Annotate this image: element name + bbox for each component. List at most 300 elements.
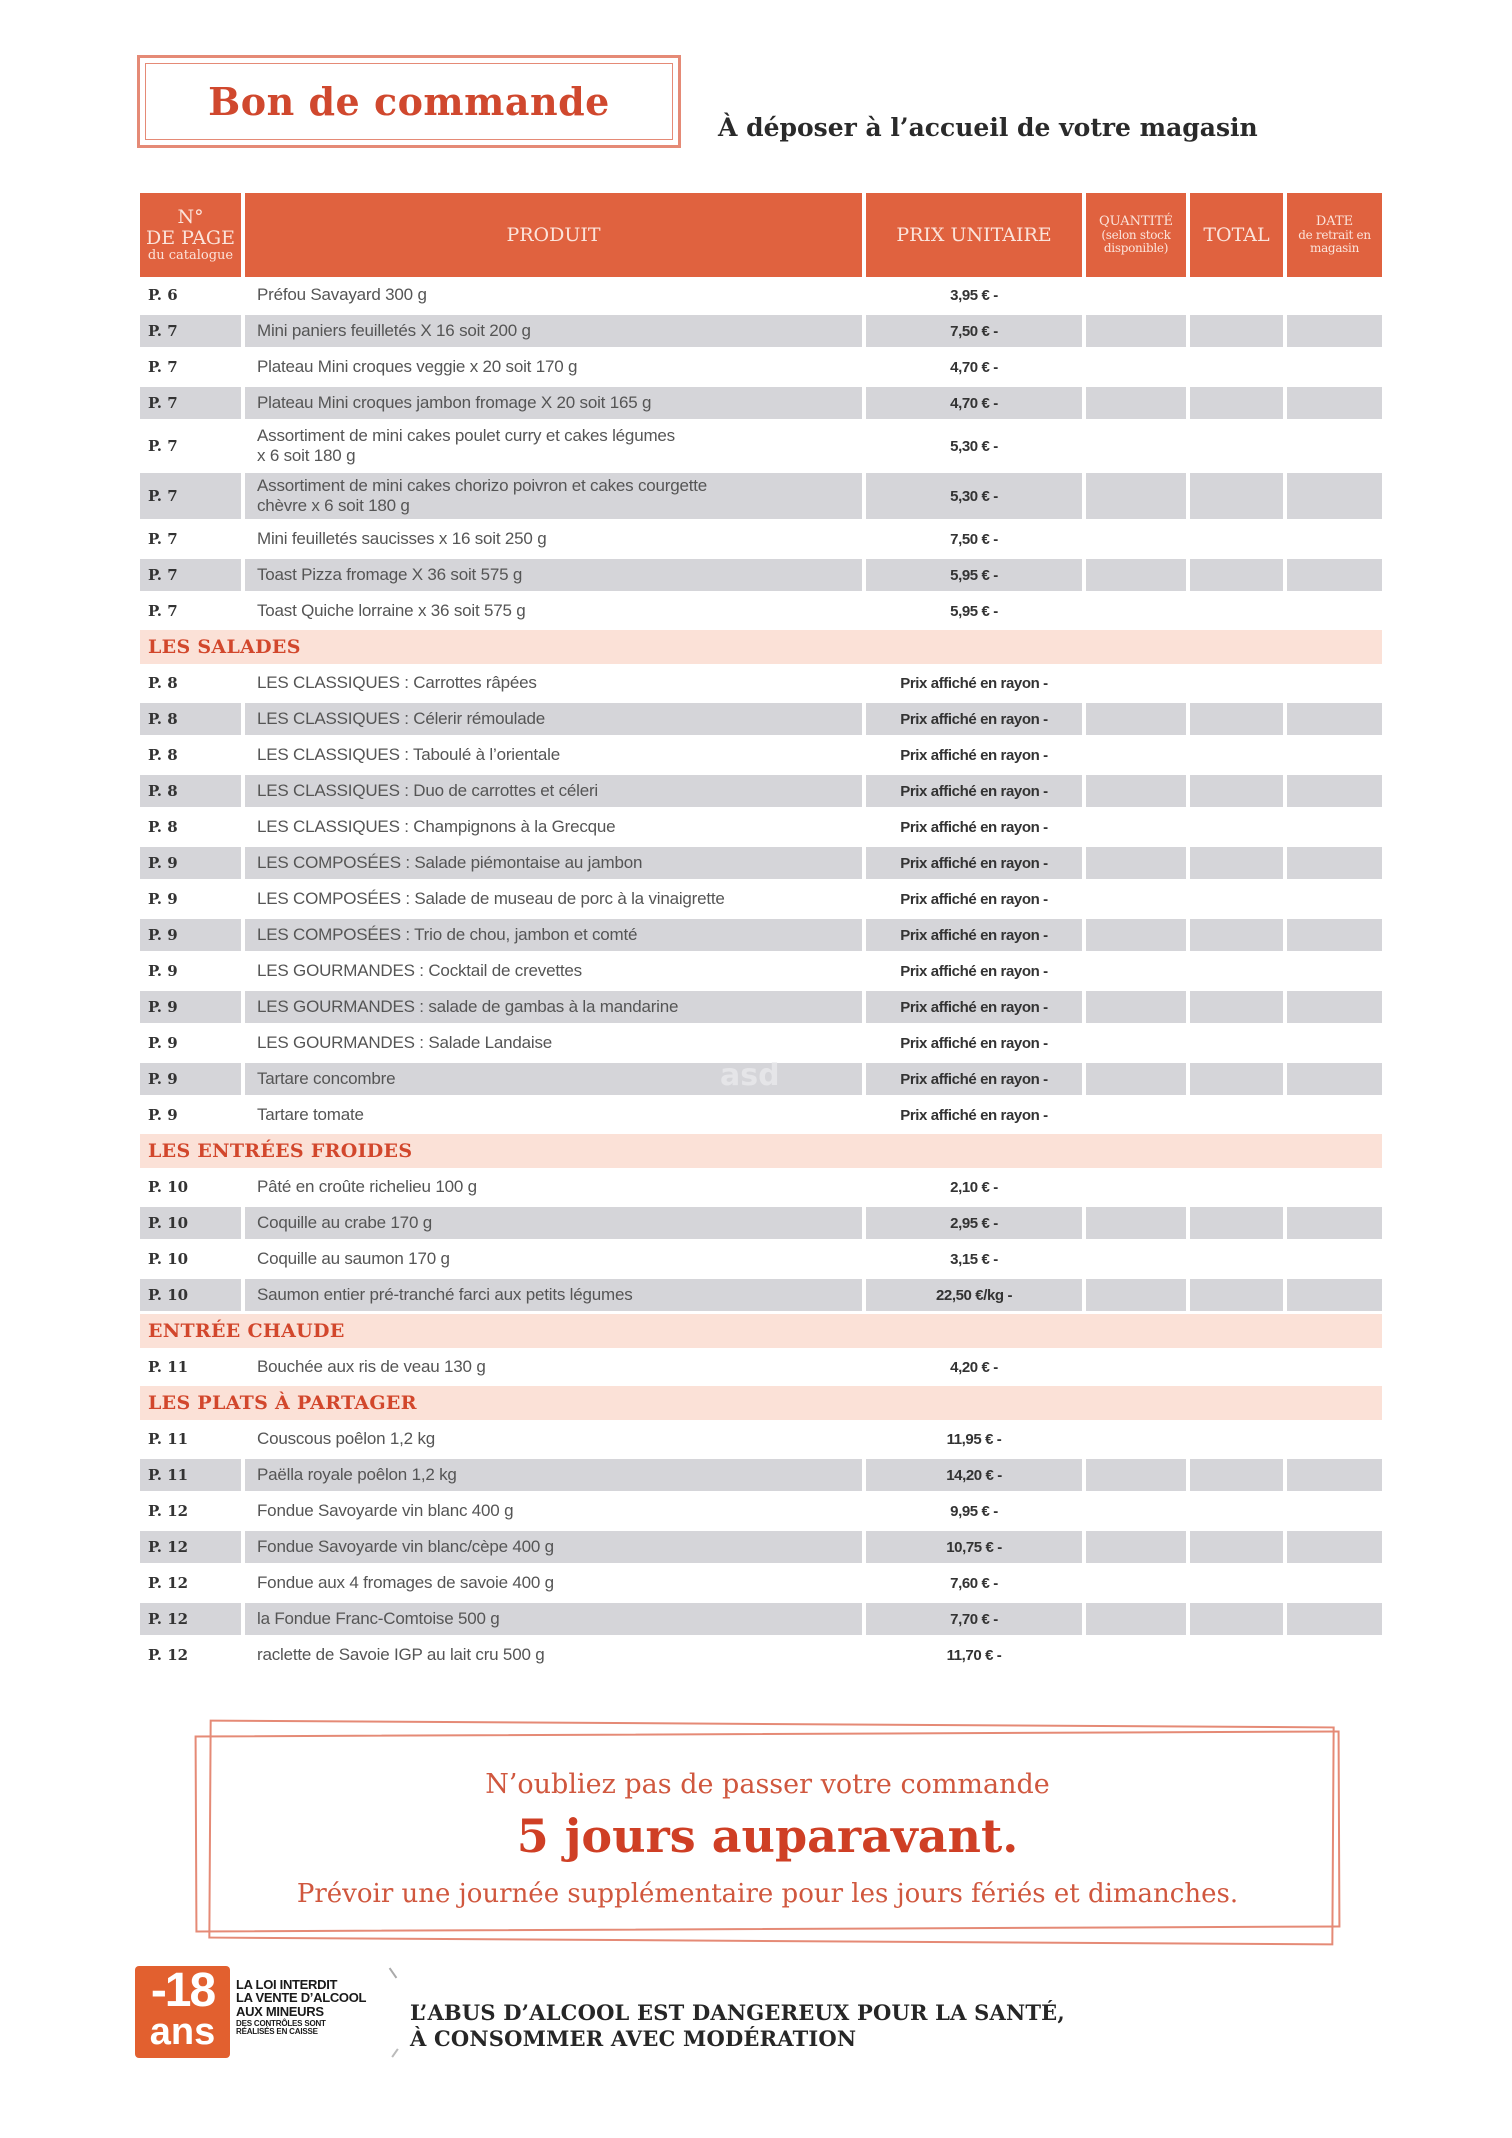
table-row	[140, 1493, 1382, 1529]
quantity-field[interactable]	[1086, 1243, 1186, 1275]
page-number: P. 9	[140, 991, 241, 1023]
table-row	[140, 1277, 1382, 1313]
total-field[interactable]	[1190, 279, 1283, 311]
product-name-line1: LES CLASSIQUES : Taboulé à l’orientale	[257, 745, 560, 765]
product-name-line1: Assortiment de mini cakes poulet curry et cakes légumes	[257, 426, 675, 446]
table-row	[140, 1097, 1382, 1133]
product-name-line1: Bouchée aux ris de veau 130 g	[257, 1357, 486, 1377]
product-name	[245, 1567, 862, 1599]
page-subtitle: À déposer à l’accueil de votre magasin	[718, 113, 1258, 142]
reminder-callout	[195, 1723, 1340, 1942]
pickup-date-field[interactable]	[1287, 1279, 1382, 1311]
product-name	[245, 1351, 862, 1383]
pickup-date-field[interactable]	[1287, 1423, 1382, 1455]
unit-price: Prix affiché en rayon -	[900, 1034, 1048, 1052]
pickup-date-field[interactable]	[1287, 955, 1382, 987]
product-name-line1: Pâté en croûte richelieu 100 g	[257, 1177, 477, 1197]
page-number: P. 12	[148, 1574, 189, 1592]
page-number: P. 7	[140, 387, 241, 419]
product-name-line1: Toast Quiche lorraine x 36 soit 575 g	[257, 601, 526, 621]
pickup-date-field[interactable]	[1287, 423, 1382, 469]
total-field[interactable]	[1190, 1243, 1283, 1275]
quantity-field[interactable]	[1086, 955, 1186, 987]
table-row	[140, 881, 1382, 917]
product-name	[245, 1279, 862, 1311]
pickup-date-field[interactable]	[1287, 775, 1382, 807]
quantity-field[interactable]	[1086, 1639, 1186, 1671]
callout-line3: Prévoir une journée supplémentaire pour les jours fériés et dimanches.	[296, 1879, 1239, 1909]
pickup-date-field[interactable]	[1287, 1099, 1382, 1131]
product-name	[245, 523, 862, 555]
page-number: P. 10	[140, 1279, 241, 1311]
page-number: P. 7	[140, 559, 241, 591]
quantity-field[interactable]	[1086, 351, 1186, 383]
quantity-field[interactable]	[1086, 1279, 1186, 1311]
unit-price: 11,70 € -	[946, 1646, 1002, 1664]
order-table	[140, 193, 1382, 1673]
product-name-line1: LES COMPOSÉES : Salade de museau de porc à la vinaigrette	[257, 889, 725, 909]
unit-price: 5,30 € -	[866, 473, 1082, 519]
unit-price: 7,70 € -	[866, 1603, 1082, 1635]
quantity-field[interactable]	[1086, 1423, 1186, 1455]
product-name-line1: LES CLASSIQUES : Carrottes râpées	[257, 673, 537, 693]
product-name	[245, 1495, 862, 1527]
pickup-date-field[interactable]	[1287, 667, 1382, 699]
total-field[interactable]	[1190, 1603, 1283, 1635]
page-number: P. 7	[140, 315, 241, 347]
product-name-line1: raclette de Savoie IGP au lait cru 500 g	[257, 1645, 545, 1665]
quantity-field[interactable]	[1086, 1063, 1186, 1095]
product-name-line1: LES CLASSIQUES : Duo de carrottes et céleri	[257, 781, 598, 801]
page-number: P. 9	[148, 1106, 178, 1124]
table-row	[140, 809, 1382, 845]
page-number: P. 10	[148, 1250, 189, 1268]
unit-price: 5,95 € -	[950, 602, 998, 620]
total-field[interactable]	[1190, 1099, 1283, 1131]
total-field[interactable]	[1190, 811, 1283, 843]
product-name-line1: LES CLASSIQUES : Champignons à la Grecque	[257, 817, 616, 837]
section-title: LES SALADES	[140, 630, 1382, 664]
product-name-line1: Mini feuilletés saucisses x 16 soit 250 g	[257, 529, 547, 549]
unit-price: 4,70 € -	[866, 387, 1082, 419]
table-row	[140, 593, 1382, 629]
table-row	[140, 1565, 1382, 1601]
pickup-date-field[interactable]	[1287, 1351, 1382, 1383]
product-name	[245, 811, 862, 843]
product-name-line1: Saumon entier pré-tranché farci aux petits légumes	[257, 1285, 633, 1305]
column-header-page-line2: DE PAGE	[146, 226, 235, 249]
pickup-date-field[interactable]	[1287, 1171, 1382, 1203]
title-box	[137, 55, 681, 148]
product-name-line2: x 6 soit 180 g	[257, 446, 356, 465]
column-header-date	[1287, 193, 1382, 277]
product-name	[245, 473, 862, 519]
page-number: P. 8	[148, 674, 178, 692]
unit-price: 5,30 € -	[950, 437, 998, 455]
product-name-line1: Mini paniers feuilletés X 16 soit 200 g	[257, 321, 531, 341]
age-logo-unit: ans	[149, 2011, 216, 2053]
product-name-line1: Fondue Savoyarde vin blanc/cèpe 400 g	[257, 1537, 554, 1557]
page-number: P. 9	[140, 847, 241, 879]
table-row	[140, 917, 1382, 953]
pickup-date-field[interactable]	[1287, 1243, 1382, 1275]
product-name	[245, 883, 862, 915]
law-line: LA LOI INTERDIT	[236, 1977, 338, 1992]
law-line: AUX MINEURS	[236, 2003, 324, 2019]
page-number: P. 12	[140, 1603, 241, 1635]
unit-price: 10,75 € -	[866, 1531, 1082, 1563]
callout-line1: N’oubliez pas de passer votre commande	[485, 1769, 1050, 1800]
quantity-field[interactable]	[1086, 811, 1186, 843]
decorative-mark	[389, 1968, 398, 1979]
total-field[interactable]	[1190, 1027, 1283, 1059]
pickup-date-field[interactable]	[1287, 703, 1382, 735]
product-name	[245, 595, 862, 627]
product-name	[245, 775, 862, 807]
pickup-date-field[interactable]	[1287, 473, 1382, 519]
total-field[interactable]	[1190, 523, 1283, 555]
product-name	[245, 955, 862, 987]
total-field[interactable]	[1190, 883, 1283, 915]
page-number: P. 8	[148, 746, 178, 764]
column-header-page-line1: N°	[177, 205, 204, 228]
total-field[interactable]	[1190, 559, 1283, 591]
quantity-field[interactable]	[1086, 991, 1186, 1023]
unit-price: Prix affiché en rayon -	[866, 991, 1082, 1023]
quantity-field[interactable]	[1086, 1207, 1186, 1239]
quantity-field[interactable]	[1086, 1459, 1186, 1491]
product-name-line1: Plateau Mini croques jambon fromage X 20 soit 165 g	[257, 393, 652, 413]
pickup-date-field[interactable]	[1287, 1207, 1382, 1239]
quantity-field[interactable]	[1086, 883, 1186, 915]
total-field[interactable]	[1190, 1351, 1283, 1383]
quantity-field[interactable]	[1086, 595, 1186, 627]
section-header	[140, 1133, 1382, 1169]
product-name	[245, 1099, 862, 1131]
table-row	[140, 1349, 1382, 1385]
total-field[interactable]	[1190, 775, 1283, 807]
page-number: P. 8	[140, 775, 241, 807]
product-name	[245, 919, 862, 951]
product-name-line1: LES GOURMANDES : Salade Landaise	[257, 1033, 553, 1053]
column-header-date-line1: DATE	[1315, 213, 1354, 229]
column-header-total	[1190, 193, 1283, 277]
product-name	[245, 387, 862, 419]
column-header-quantity-line3: disponible)	[1103, 241, 1169, 256]
column-header-page	[140, 193, 241, 277]
law-line: LA VENTE D’ALCOOL	[236, 1990, 367, 2006]
page-number: P. 6	[148, 286, 178, 304]
column-header-quantity-line1: QUANTITÉ	[1099, 213, 1173, 229]
product-name	[245, 1459, 862, 1491]
total-field[interactable]	[1190, 1279, 1283, 1311]
column-header-date-line3: magasin	[1310, 241, 1359, 256]
table-row	[140, 989, 1382, 1025]
product-name-line1: Préfou Savayard 300 g	[257, 285, 427, 305]
pickup-date-field[interactable]	[1287, 279, 1382, 311]
section-header	[140, 1385, 1382, 1421]
product-name	[245, 847, 862, 879]
total-field[interactable]	[1190, 387, 1283, 419]
page-number: P. 8	[148, 818, 178, 836]
pickup-date-field[interactable]	[1287, 387, 1382, 419]
product-name	[245, 351, 862, 383]
unit-price: 7,60 € -	[950, 1574, 998, 1592]
pickup-date-field[interactable]	[1287, 1531, 1382, 1563]
unit-price: 2,95 € -	[866, 1207, 1082, 1239]
column-header-price	[866, 193, 1082, 277]
quantity-field[interactable]	[1086, 523, 1186, 555]
pickup-date-field[interactable]	[1287, 739, 1382, 771]
table-row	[140, 737, 1382, 773]
quantity-field[interactable]	[1086, 473, 1186, 519]
product-name-line1: Toast Pizza fromage X 36 soit 575 g	[257, 565, 523, 585]
unit-price: 2,10 € -	[950, 1178, 998, 1196]
total-field[interactable]	[1190, 473, 1283, 519]
total-field[interactable]	[1190, 1531, 1283, 1563]
total-field[interactable]	[1190, 315, 1283, 347]
column-header-page-line3: du catalogue	[147, 247, 234, 263]
table-row	[140, 773, 1382, 809]
quantity-field[interactable]	[1086, 739, 1186, 771]
decorative-mark	[391, 2048, 398, 2057]
page-number: P. 11	[140, 1459, 241, 1491]
section-header	[140, 629, 1382, 665]
product-name	[245, 1207, 862, 1239]
total-field[interactable]	[1190, 1171, 1283, 1203]
pickup-date-field[interactable]	[1287, 1459, 1382, 1491]
page-number: P. 7	[140, 473, 241, 519]
column-header-product	[245, 193, 862, 277]
product-name	[245, 1603, 862, 1635]
product-name-line2: chèvre x 6 soit 180 g	[257, 496, 410, 515]
age-logo-number: -18	[150, 1964, 215, 2017]
unit-price: 14,20 € -	[866, 1459, 1082, 1491]
product-name-line1: la Fondue Franc-Comtoise 500 g	[257, 1609, 500, 1629]
page-number: P. 9	[148, 1034, 178, 1052]
page-number: P. 7	[148, 437, 178, 455]
product-name-line1: LES GOURMANDES : Cocktail de crevettes	[257, 961, 582, 981]
product-name-line1: Fondue aux 4 fromages de savoie 400 g	[257, 1573, 554, 1593]
quantity-field[interactable]	[1086, 667, 1186, 699]
unit-price: Prix affiché en rayon -	[900, 674, 1048, 692]
unit-price: 4,20 € -	[950, 1358, 998, 1376]
pickup-date-field[interactable]	[1287, 559, 1382, 591]
table-row	[140, 349, 1382, 385]
table-row	[140, 1421, 1382, 1457]
quantity-field[interactable]	[1086, 559, 1186, 591]
pickup-date-field[interactable]	[1287, 595, 1382, 627]
unit-price: Prix affiché en rayon -	[866, 919, 1082, 951]
pickup-date-field[interactable]	[1287, 1639, 1382, 1671]
page-number: P. 9	[148, 890, 178, 908]
page-number: P. 8	[140, 703, 241, 735]
product-name	[245, 1027, 862, 1059]
page-number: P. 7	[148, 530, 178, 548]
law-small-line: DES CONTRÔLES SONT	[236, 2018, 326, 2028]
total-field[interactable]	[1190, 351, 1283, 383]
table-row	[140, 421, 1382, 471]
pickup-date-field[interactable]	[1287, 1027, 1382, 1059]
pickup-date-field[interactable]	[1287, 1063, 1382, 1095]
product-name	[245, 667, 862, 699]
unit-price: Prix affiché en rayon -	[900, 962, 1048, 980]
table-row	[140, 1169, 1382, 1205]
table-body	[140, 277, 1382, 1673]
quantity-field[interactable]	[1086, 1495, 1186, 1527]
product-name	[245, 315, 862, 347]
total-field[interactable]	[1190, 739, 1283, 771]
pickup-date-field[interactable]	[1287, 811, 1382, 843]
unit-price: Prix affiché en rayon -	[900, 746, 1048, 764]
total-field[interactable]	[1190, 703, 1283, 735]
table-row	[140, 1529, 1382, 1565]
pickup-date-field[interactable]	[1287, 991, 1382, 1023]
quantity-field[interactable]	[1086, 315, 1186, 347]
quantity-field[interactable]	[1086, 1027, 1186, 1059]
unit-price: 9,95 € -	[950, 1502, 998, 1520]
table-row	[140, 521, 1382, 557]
product-name-line1: LES COMPOSÉES : Salade piémontaise au jambon	[257, 853, 643, 873]
quantity-field[interactable]	[1086, 1099, 1186, 1131]
pickup-date-field[interactable]	[1287, 1495, 1382, 1527]
quantity-field[interactable]	[1086, 847, 1186, 879]
quantity-field[interactable]	[1086, 1603, 1186, 1635]
page-number: P. 12	[148, 1646, 189, 1664]
law-small-line: RÉALISÉS EN CAISSE	[236, 2026, 318, 2036]
page-number: P. 9	[140, 919, 241, 951]
unit-price: 3,15 € -	[950, 1250, 998, 1268]
page-number: P. 11	[148, 1430, 189, 1448]
total-field[interactable]	[1190, 1567, 1283, 1599]
page-number: P. 7	[148, 358, 178, 376]
column-header-total-label: TOTAL	[1203, 223, 1270, 246]
table-row	[140, 1025, 1382, 1061]
total-field[interactable]	[1190, 1207, 1283, 1239]
product-name	[245, 1171, 862, 1203]
table-row	[140, 701, 1382, 737]
unit-price: 11,95 € -	[946, 1430, 1002, 1448]
pickup-date-field[interactable]	[1287, 315, 1382, 347]
page-number: P. 12	[148, 1502, 189, 1520]
product-name-line1: LES GOURMANDES : salade de gambas à la mandarine	[257, 997, 679, 1017]
quantity-field[interactable]	[1086, 1567, 1186, 1599]
product-name	[245, 1639, 862, 1671]
total-field[interactable]	[1190, 1495, 1283, 1527]
unit-price: 5,95 € -	[866, 559, 1082, 591]
table-row	[140, 313, 1382, 349]
table-row	[140, 665, 1382, 701]
total-field[interactable]	[1190, 847, 1283, 879]
table-row	[140, 953, 1382, 989]
unit-price: Prix affiché en rayon -	[866, 847, 1082, 879]
product-name	[245, 1423, 862, 1455]
age-restriction-logo	[135, 1966, 230, 2058]
product-name-line1: LES COMPOSÉES : Trio de chou, jambon et comté	[257, 925, 638, 945]
section-header	[140, 1313, 1382, 1349]
column-header-quantity	[1086, 193, 1186, 277]
unit-price: Prix affiché en rayon -	[866, 775, 1082, 807]
table-row	[140, 557, 1382, 593]
product-name	[245, 739, 862, 771]
page-number: P. 11	[148, 1358, 189, 1376]
health-warning-line1: L’ABUS D’ALCOOL EST DANGEREUX POUR LA SANTÉ,	[410, 2000, 1065, 2025]
quantity-field[interactable]	[1086, 1171, 1186, 1203]
product-name	[245, 559, 862, 591]
pickup-date-field[interactable]	[1287, 523, 1382, 555]
total-field[interactable]	[1190, 595, 1283, 627]
quantity-field[interactable]	[1086, 387, 1186, 419]
total-field[interactable]	[1190, 955, 1283, 987]
product-name	[245, 1243, 862, 1275]
total-field[interactable]	[1190, 667, 1283, 699]
total-field[interactable]	[1190, 919, 1283, 951]
pickup-date-field[interactable]	[1287, 919, 1382, 951]
page-number: P. 10	[140, 1207, 241, 1239]
product-name	[245, 279, 862, 311]
quantity-field[interactable]	[1086, 919, 1186, 951]
unit-price: 7,50 € -	[950, 530, 998, 548]
law-notice	[236, 1978, 366, 2036]
total-field[interactable]	[1190, 1063, 1283, 1095]
unit-price: Prix affiché en rayon -	[900, 890, 1048, 908]
pickup-date-field[interactable]	[1287, 1603, 1382, 1635]
product-name-line1: LES CLASSIQUES : Célerir rémoulade	[257, 709, 545, 729]
product-name	[245, 1531, 862, 1563]
pickup-date-field[interactable]	[1287, 847, 1382, 879]
unit-price: 7,50 € -	[866, 315, 1082, 347]
page-number: P. 7	[148, 602, 178, 620]
total-field[interactable]	[1190, 423, 1283, 469]
unit-price: Prix affiché en rayon -	[866, 703, 1082, 735]
column-header-date-line2: de retrait en	[1298, 227, 1371, 242]
product-name	[245, 991, 862, 1023]
quantity-field[interactable]	[1086, 775, 1186, 807]
pickup-date-field[interactable]	[1287, 883, 1382, 915]
pickup-date-field[interactable]	[1287, 351, 1382, 383]
total-field[interactable]	[1190, 1459, 1283, 1491]
total-field[interactable]	[1190, 1639, 1283, 1671]
unit-price: 3,95 € -	[950, 286, 998, 304]
total-field[interactable]	[1190, 1423, 1283, 1455]
quantity-field[interactable]	[1086, 703, 1186, 735]
watermark: asd	[720, 1058, 780, 1093]
pickup-date-field[interactable]	[1287, 1567, 1382, 1599]
unit-price: Prix affiché en rayon -	[866, 1063, 1082, 1095]
product-name-line1: Coquille au crabe 170 g	[257, 1213, 432, 1233]
health-warning-line2: À CONSOMMER AVEC MODÉRATION	[410, 2025, 857, 2051]
quantity-field[interactable]	[1086, 423, 1186, 469]
total-field[interactable]	[1190, 991, 1283, 1023]
callout-headline: 5 jours auparavant.	[516, 1809, 1019, 1863]
quantity-field[interactable]	[1086, 1351, 1186, 1383]
table-row	[140, 1205, 1382, 1241]
table-row	[140, 471, 1382, 521]
page-title: Bon de commande	[208, 79, 610, 124]
product-name	[245, 703, 862, 735]
table-row	[140, 1601, 1382, 1637]
product-name-line1: Coquille au saumon 170 g	[257, 1249, 450, 1269]
page-number: P. 9	[148, 962, 178, 980]
quantity-field[interactable]	[1086, 1531, 1186, 1563]
section-title: ENTRÉE CHAUDE	[140, 1314, 1382, 1348]
unit-price: Prix affiché en rayon -	[900, 818, 1048, 836]
health-warning	[410, 2000, 1065, 2051]
section-title: LES PLATS À PARTAGER	[140, 1386, 1382, 1420]
product-name-line1: Assortiment de mini cakes chorizo poivron et cakes courgette	[257, 476, 708, 496]
column-header-product-label: PRODUIT	[506, 223, 601, 246]
quantity-field[interactable]	[1086, 279, 1186, 311]
